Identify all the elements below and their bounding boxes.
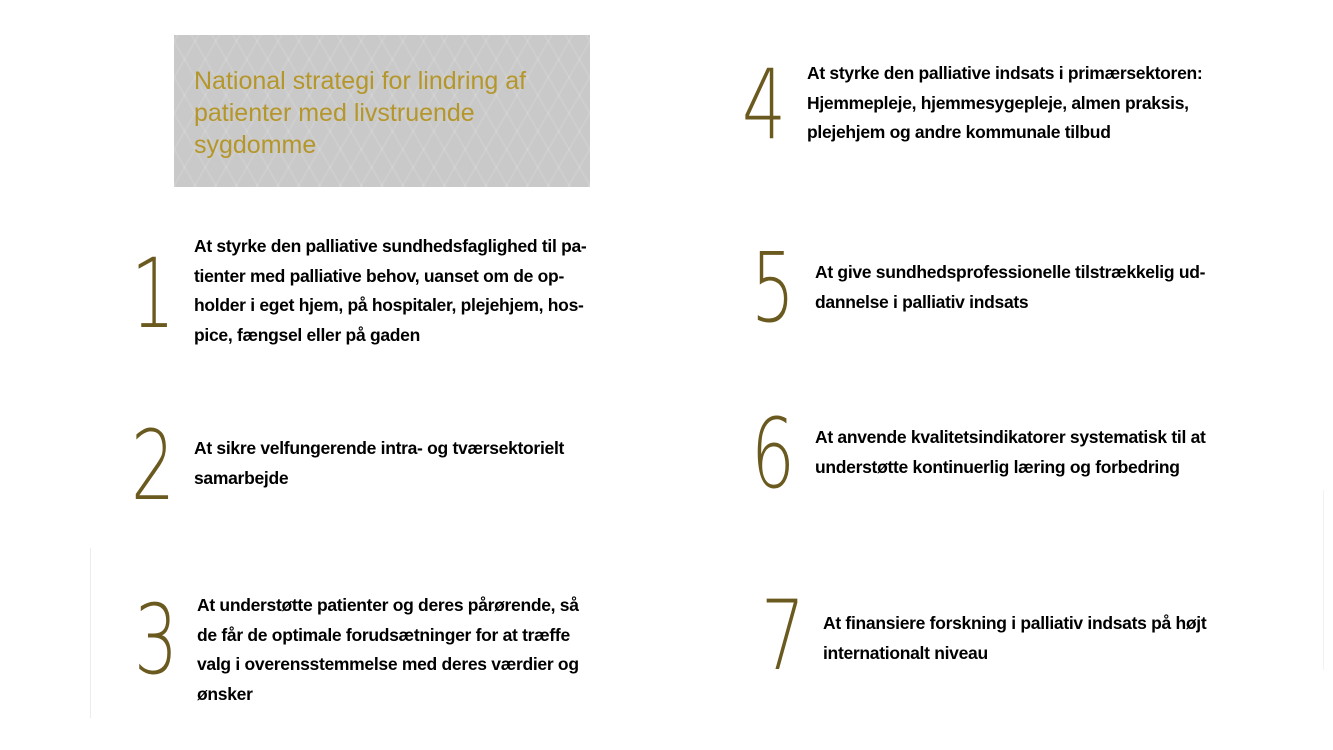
item-number: 2 [131,410,175,522]
item-text [807,59,1227,148]
item-text-line: At understøtte patienter og deres pårørende, så [197,595,579,615]
item-text-line: samarbejde [194,467,289,488]
item-text-line: At anvende kvalitetsindikatorer systematisk til at [815,427,1206,447]
item-text-line: pice, fængsel eller på gaden [194,324,420,345]
item-text-line: At finansiere forskning i palliativ indsats på højt [823,613,1207,633]
item-text-line: At sikre velfungerende intra- og tværsektorielt [194,438,565,458]
item-text [823,609,1243,668]
item-text [815,258,1235,317]
item-text-line: At styrke den palliative sundhedsfaglighed til pa- [194,236,587,256]
item-text-line: At give sundhedsprofessionelle tilstrækkelig ud- [815,262,1206,282]
item-text-line: dannelse i palliativ indsats [815,291,1029,312]
item-number: 6 [751,398,795,510]
item-text-line: understøtte kontinuerlig læring og forbedring [815,456,1180,477]
title-box [174,35,590,187]
item-number: 5 [751,232,795,344]
item-number: 4 [742,49,786,161]
item-text-line: ønsker [197,683,253,704]
item-text-line: tienter med palliative behov, uanset om de op- [194,265,564,286]
item-text-line: holder i eget hjem, på hospitaler, plejehjem, hos- [194,295,584,315]
item-text-line: Hjemmepleje, hjemmesygepleje, almen praksis, [807,92,1189,113]
item-text [194,434,594,493]
page-title: National strategi for lindring af patienter med livstruende sygdomme [194,67,527,159]
item-text-line: plejehjem og andre kommunale tilbud [807,122,1111,142]
item-number: 1 [131,238,175,350]
item-text [197,591,597,709]
item-text-line: internationalt niveau [823,642,988,663]
divider-line-right [1323,490,1324,670]
item-number: 3 [134,584,178,696]
item-text-line: de får de optimale forudsætninger for at træffe [197,624,570,645]
item-number: 7 [761,580,805,692]
item-text-line: At styrke den palliative indsats i primærsektoren: [807,63,1203,83]
item-text [815,423,1235,482]
item-text-line: valg i overensstemmelse med deres værdier og [197,654,579,674]
item-text [194,232,594,350]
divider-line [90,548,91,718]
